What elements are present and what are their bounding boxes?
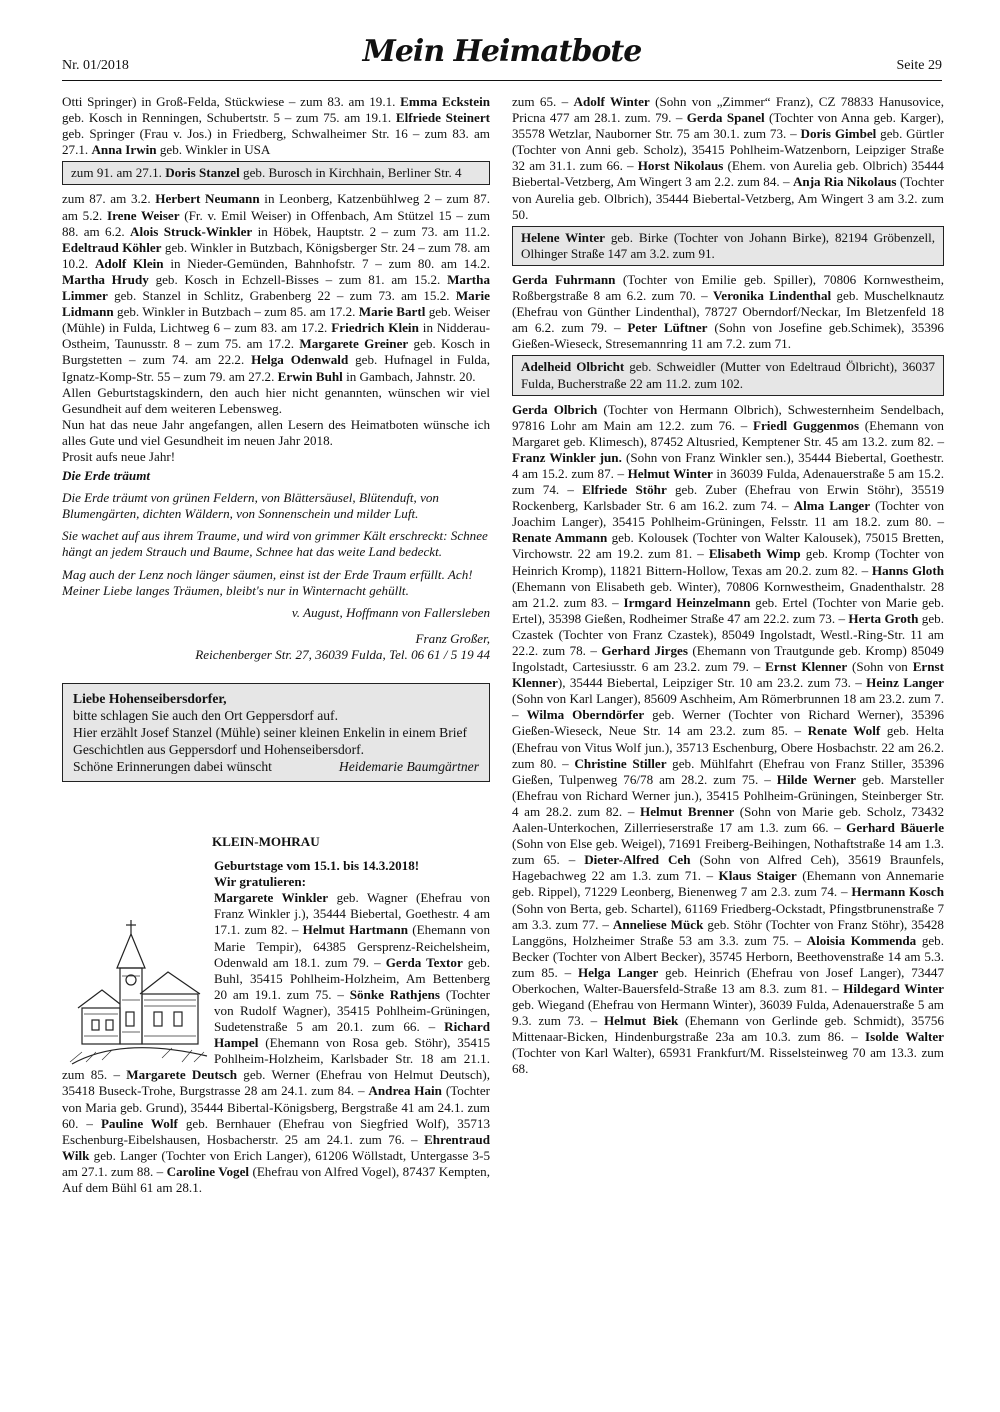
issue-number: Nr. 01/2018 <box>62 58 129 73</box>
poem-stanza-3: Mag auch der Lenz noch länger säumen, einst ist der Erde Traum erfüllt. Ach! Meiner Liebe langes Träumen, bleibt's nur in Winternacht gehüllt. <box>62 566 473 598</box>
birthday-list-1: Otti Springer) in Groß-Felda, Stückwiese – zum 83. am 19.1. Emma Eckstein geb. Kosch in Renningen, Schubertstr. 5 – zum 75. am 19.1. Elfriede Steinert geb. Springer (Frau v. Jos.) in Friedberg, Schwalheimer Str. 16 – zum 83. am 27.1. Anna Irwin geb. Winkler in USA <box>62 94 491 158</box>
greeting-signature: Heidemarie Baumgärtner <box>338 759 479 774</box>
greeting-closing: Schöne Erinnerungen dabei wünscht <box>73 759 272 774</box>
box-text: Adelheid Olbricht geb. Schweidler (Mutter von Edeltraud Ölbricht), 36037 Fulda, Bucherstraße 22 am 11.2. zum 102. <box>521 359 935 391</box>
birthday-list-klein-mohrau: Margarete Winkler geb. Wagner (Ehefrau von Franz Winkler j.), 35444 Biebertal, Goethestr. 4 am 17.1. zum 82. – Helmut Hartmann (Ehemann von Marie Tempir), 64385 Gersprenz-Reichelsheim, Odenwald am 18.1. zum 79. – Gerda Textor geb. Buhl, 35415 Pohlheim-Holzheim, Am Bettenberg 20 am 19.1. zum 75. – Sönke Rathjens (Tochter von Rudolf Wagner), 35415 Pohlheim-Grüningen, Sudetenstraße 5 am 20.1. zum 66. – Richard Hampel (Ehemann von Rosa geb. Stöhr), 35415 Pohlheim-Holzheim, Karlsbader Str. 18 am 21.1. zum 85. – Margarete Deutsch geb. Werner (Ehefrau von Helmut Deutsch), 35418 Buseck-Trohe, Burgstrasse 28 am 24.1. zum 84. – Andrea Hain (Tochter von Maria geb. Grund), 35444 Bibertal-Königsberg, Bergstraße 41 am 24.1. zum 60. – Pauline Wolf geb. Bernhauer (Ehefrau von Siegfried Wolf), 35713 Eschenburg-Eibelshausen, Hosbacherstr. 25 am 24.1. zum 76. – Ehrentraud Wilk geb. Langer (Tochter von Erich Langer), 61206 Wöllstadt, Untergasse 3-5 am 27.1. zum 88. – Caroline Vogel (Ehefrau von Alfred Vogel), 87437 Kempten, Auf dem Bühl 61 am 28.1. <box>62 890 491 1195</box>
poem-title: Die Erde träumt <box>62 468 151 484</box>
masthead-logo: Mein Heimatbote <box>362 34 642 69</box>
birthday-list-2: zum 87. am 3.2. Herbert Neumann in Leonberg, Katzenbühlweg 2 – zum 87. am 5.2. Irene Weiser (Fr. v. Emil Weiser) in Offenbach, Am Stützel 15 – zum 88. am 6.2. Alois Struck-Winkler in Höbek, Hauptstr. 2 – zum 73. am 11.2. Edeltraud Köhler geb. Winkler in Butzbach, Königsberger Str. 24 – zum 78. am 10.2. Adolf Klein in Nieder-Gemünden, Bahnhofstr. 7 – zum 80. am 14.2. Martha Hrudy geb. Kosch in Echzell-Bisses – zum 81. am 15.2. Martha Limmer geb. Stanzel in Schlitz, Grabenberg 22 – zum 73. am 15.2. Marie Lidmann geb. Winkler in Butzbach – zum 85. am 17.2. Marie Bartl geb. Weiser (Mühle) in Fulda, Lichtweg 6 – zum 83. am 17.2. Friedrich Klein in Nidderau-Ostheim, Taunusstr. 8 – zum 75. am 17.2. Margarete Greiner geb. Kosch in Burgstetten – zum 74. am 22.2. Helga Odenwald geb. Hufnagel in Fulda, Ignatz-Komp-Str. 55 – zum 79. am 27.2. Erwin Buhl in Gambach, Jahnstr. 20. <box>62 191 491 384</box>
header-rule <box>62 80 942 81</box>
greeting-line-3 <box>73 758 479 775</box>
section-subtitle-congrats: Wir gratulieren: <box>214 874 307 890</box>
birthday-list-5: Gerda Olbrich (Tochter von Hermann Olbrich), Schwesternheim Sendelbach, 97816 Lohr am Main am 12.2. zum 76. – Friedl Guggenmos (Ehemann von Margaret geb. Klimesch), 87452 Altusried, Kemptener Str. 45 am 13.2. zum 82. – Franz Winkler jun. (Sohn von Franz Winkler sen.), 35444 Biebertal, Goethestr. 4 am 15.2. zum 87. – Helmut Winter in 36039 Fulda, Adenauerstraße 5 am 15.2. zum 74. – Elfriede Stöhr geb. Zuber (Ehefrau von Erwin Stöhr), 35519 Rockenberg, Karlsbader Str. 6 am 16.2. zum 74. – Alma Langer (Tochter von Joachim Langer), 35415 Pohlheim-Grüningen, Felsstr. 11 am 18.2. zum 80. – Renate Ammann geb. Kolousek (Tochter von Walter Kalousek), 75015 Bretten, Virchowstr. 22 am 19.2. zum 81. – Elisabeth Wimp geb. Kromp (Tochter von Heinrich Kromp), 11821 Bittern-Hollow, Texas am 20.2. zum 82. – Hanns Gloth (Ehemann von Elisabeth geb. Winter), 70806 Kornwestheim, Gnadenthalstr. 28 am 21.2. zum 83. – Irmgard Heinzelmann geb. Ertel (Tochter von Marie geb. Ertel), 35398 Gießen, Rodheimer Straße 47 am 22.2. zum 73. – Herta Groth geb. Czastek (Tochter von Franz Czastek), 85049 Ingolstadt, Westl.-Ring-Str. 11 am 22.2. zum 78. – Gerhard Jirges (Ehemann von Trautgunde geb. Kromp) 85049 Ingolstadt, Cartesiusstr. 6 am 23.2. zum 79. – Ernst Klenner (Sohn von Ernst Klenner), 35444 Biebertal, Leipziger Str. 10 am 23.2. zum 73. – Heinz Langer (Sohn von Karl Langer), 85609 Aschheim, Am Römerbrunnen 18 am 23.2. zum 7. – Wilma Oberndörfer geb. Werner (Tochter von Richard Werner), 35396 Gießen-Wieseck, Neue Str. 14 am 23.2. zum 85. – Renate Wolf geb. Helta (Ehefrau von Vitus Wolf jun.), 35713 Eschenburg, Obere Hosbachstr. 22 am 26.2. zum 80. – Christine Stiller geb. Mühlfahrt (Ehefrau von Franz Stiller, 35396 Gießen, Tulpenweg 76/78 am 28.2. zum 75. – Hilde Werner geb. Marsteller (Ehefrau von Richard Werner jun.), 35415 Pohlheim-Grüningen, Steinberger Str. 4 am 28.2. zum 82. – Helmut Brenner (Sohn von Marie geb. Scholz, 73432 Aalen-Unterkochen, Zillerrieserstraße 17 am 1.3. zum 66. – Gerhard Bäuerle (Sohn von Else geb. Weigel), 71691 Freiberg-Beihingen, Nothaftstraße 14 am 1.3. zum 65. – Dieter-Alfred Ceh (Sohn von Alfred Ceh), 35619 Braunfels, Hagebachweg 22 am 1.3. zum 71. – Klaus Staiger (Ehemann von Annemarie geb. Rippel), 71229 Leonberg, Bienenweg 7 am 2.3. zum 74. – Hermann Kosch (Sohn von Berta, geb. Schartel), 61169 Friedberg-Ockstadt, Pfingstbrunenstraße 7 am 3.3. zum 77. – Anneliese Mück geb. Stöhr (Tochter von Franz Stöhr), 35428 Langgöns, Holzheimer Straße 53 am 3.3. zum 75. – Aloisia Kommenda geb. Becker (Tochter von Albert Becker), 35745 Herborn, Beethovenstraße 14 am 5.3. zum 85. – Helga Langer geb. Heinrich (Ehefrau von Josef Langer), 73447 Oberkochen, Walter-Bauersfeld-Straße 13 am 8.3. zum 81. – Hildegard Winter geb. Wiegand (Ehefrau von Hermann Winter), 36039 Fulda, Adenauerstraße 5 am 9.3. zum 73. – Helmut Biek (Ehemann von Gerlinde geb. Schmidt), 35756 Mittenaar-Bicken, Hindenburgstraße 23a am 10.3. zum 86. – Isolde Walter (Tochter von Karl Walter), 65931 Frankfurt/M. Risselsteinweg 70 am 13.3. zum 68. <box>512 401 945 1077</box>
section-subtitle-dates: Geburtstage vom 15.1. bis 14.3.2018! <box>214 858 420 874</box>
signature-address: Reichenberger Str. 27, 36039 Fulda, Tel. 06 61 / 5 19 44 <box>195 646 490 662</box>
highlight-box-stanzel <box>62 161 490 185</box>
wishes-paragraph: Allen Geburtstagskindern, den auch hier nicht genannten, wünschen wir viel Gesundheit auf dem weiteren Lebensweg. <box>62 384 490 416</box>
section-title: KLEIN-MOHRAU <box>212 834 320 849</box>
birthday-list-4: Gerda Fuhrmann (Tochter von Emilie geb. Spiller), 70806 Kornwestheim, Roßbergstraße 8 am 6.2. zum 70. – Veronika Lindenthal geb. Muschelknautz (Ehefrau von Günther Lindenthal), 78727 Oberndorf/Neckar, Im Bletzenfeld 18 am 6.2. zum 79. – Peter Lüftner (Sohn von Josefine geb.Schimek), 35396 Gießen-Wieseck, Stresemannring 11 am 7.2. zum 71. <box>512 271 944 352</box>
page-number: Seite 29 <box>896 58 942 73</box>
highlight-box-helene-winter <box>512 226 944 266</box>
box-text: zum 91. am 27.1. Doris Stanzel geb. Burosch in Kirchhain, Berliner Str. 4 <box>71 165 462 181</box>
highlight-box-adelheid-olbricht <box>512 355 944 395</box>
box-text: Helene Winter geb. Birke (Tochter von Johann Birke), 82194 Gröbenzell, Olhinger Straße 147 am 3.2. zum 91. <box>521 229 936 261</box>
klein-mohrau-section <box>62 834 490 1196</box>
poem-stanza-2: Sie wachet auf aus ihrem Traume, und wird von grimmer Kält erschreckt: Schnee hängt an jedem Strauch und Baume, Schnee hat das weite Land bedeckt. <box>62 528 488 560</box>
poem <box>62 468 490 621</box>
left-column <box>62 94 490 1196</box>
greeting-line-2: Hier erzählt Josef Stanzel (Mühle) seiner kleinen Enkelin in einem Brief Geschichtlen aus Geppersdorf und Hohenseibersdorf. <box>73 725 468 757</box>
greeting-title: Liebe Hohenseibersdorfer, <box>73 691 227 706</box>
signature-block <box>62 631 490 663</box>
new-year-paragraph: Nun hat das neue Jahr angefangen, allen Lesern des Heimatboten wünsche ich alles Gute und viel Gesundheit im neuen Jahr 2018. <box>62 416 490 448</box>
page-header <box>62 30 942 82</box>
prosit-line: Prosit aufs neue Jahr! <box>62 448 176 464</box>
poem-author: v. August, Hoffmann von Fallersleben <box>291 604 490 620</box>
right-column <box>512 94 944 1078</box>
signature-name: Franz Großer, <box>415 630 490 646</box>
greeting-line-1: bitte schlagen Sie auch den Ort Geppersdorf auf. <box>73 708 338 723</box>
greeting-box <box>62 683 490 782</box>
poem-stanza-1: Die Erde träumt von grünen Feldern, von Blättersäusel, Blütenduft, von Blumengärten, dichten Wäldern, von Sonnenschein und milder Luft. <box>62 490 439 522</box>
birthday-list-3: zum 65. – Adolf Winter (Sohn von „Zimmer“ Franz), CZ 78833 Hanusovice, Pricna 477 am 28.1. zum. 79. – Gerda Spanel (Tochter von Anna geb. Karger), 35578 Wetzlar, Nauborner Str. 75 am 30.1. zum 73. – Doris Gimbel geb. Gürtler (Tochter von Anni geb. Scholz), 35415 Pohlheim-Watzenborn, Leipziger Straße 32 am 31.1. zum 66. – Horst Nikolaus (Ehem. von Aurelia geb. Olbrich) 35444 Biebertal-Vetzberg, Am Wingert 3 am 2.2. zum 84. – Anja Ria Nikolaus (Tochter von Aurelia geb. Olbrich), 35444 Biebertal-Vetzberg, Am Wingert 3 am 3.2. zum 50. <box>512 94 944 222</box>
church-illustration-icon <box>62 916 210 1066</box>
